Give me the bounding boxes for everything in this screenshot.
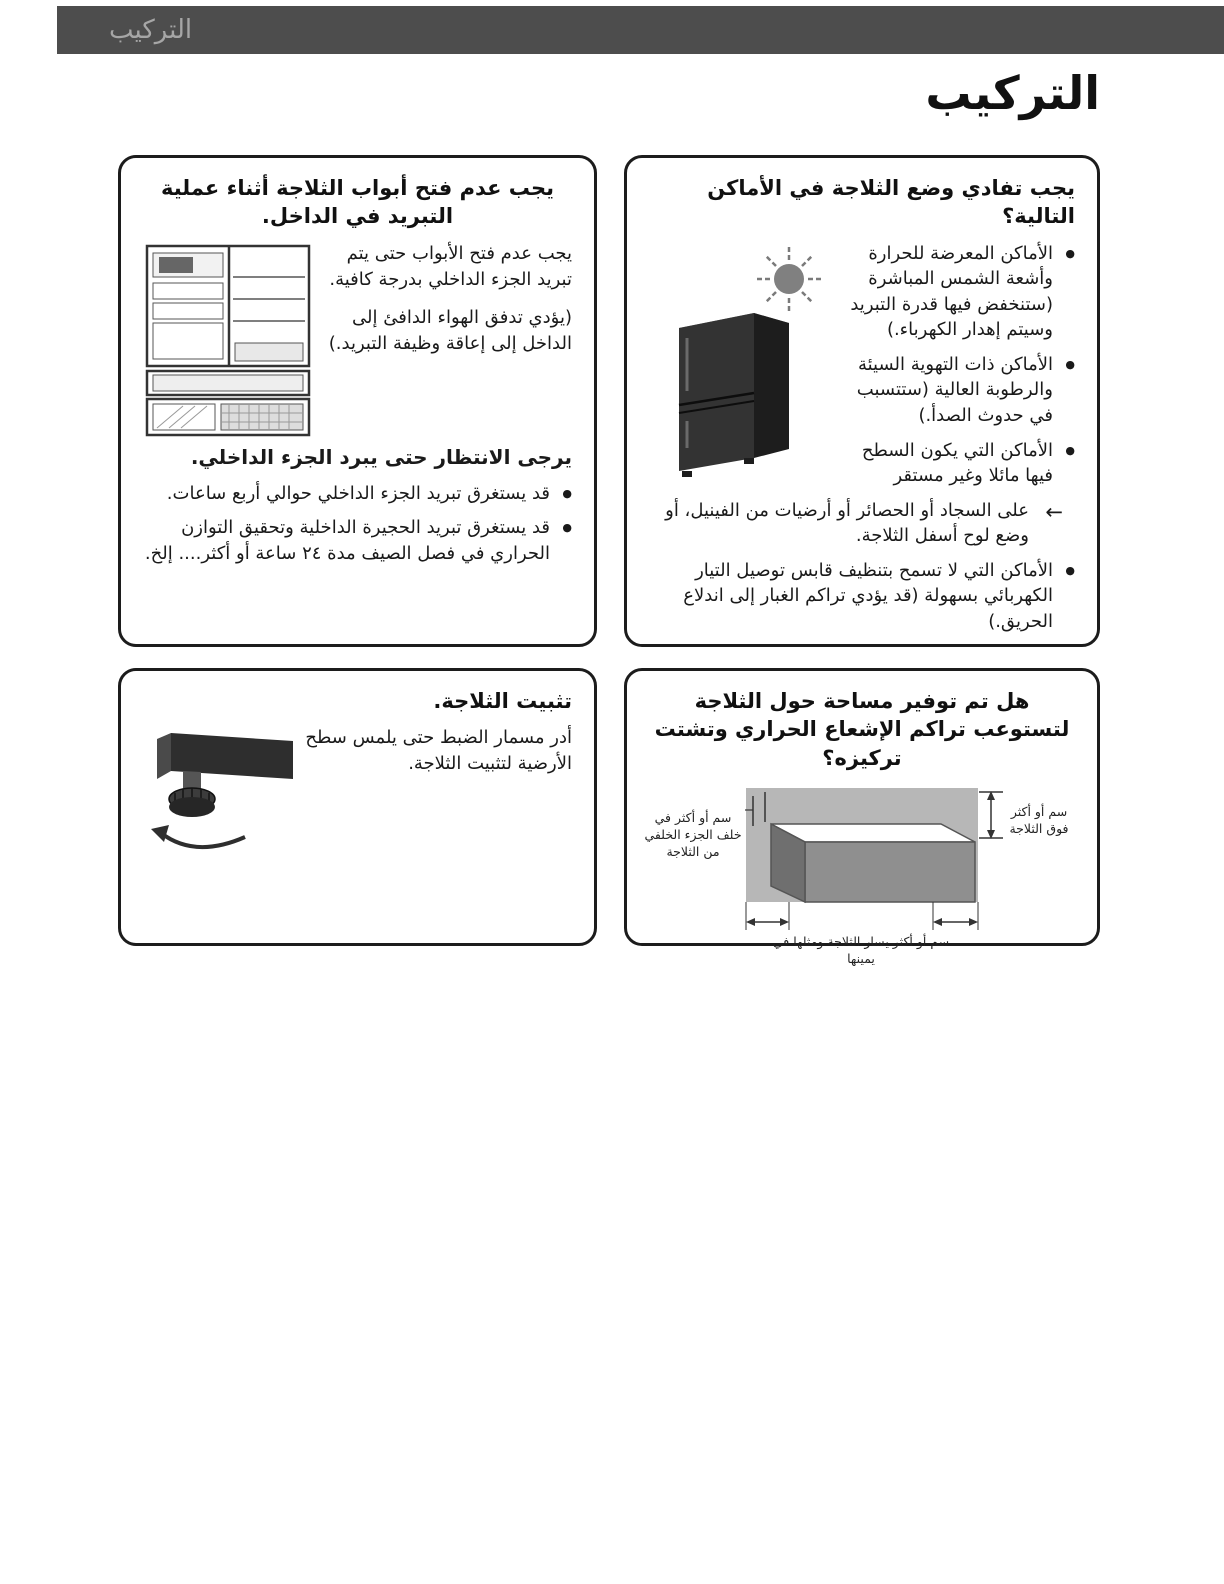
box-body — [143, 725, 572, 777]
box-body — [649, 241, 1075, 635]
page-title: التركيب — [925, 66, 1100, 120]
header-section-label: التركيب — [109, 15, 193, 45]
paragraph: يجب عدم فتح الأبواب حتى يتم تبريد الجزء الداخلي بدرجة كافية. — [329, 242, 572, 290]
list-item — [143, 481, 572, 507]
label-back-clearance: سم أو أكثر في خلف الجزء الخلفي من الثلاجة — [644, 810, 742, 859]
list-item — [649, 558, 1075, 635]
box-title: تثبيت الثلاجة. — [433, 689, 572, 713]
section-no-open-doors — [118, 155, 597, 647]
page-header-band — [57, 6, 1224, 54]
leveling-foot-illustration — [143, 727, 295, 877]
list-item — [649, 241, 1075, 343]
label-top-clearance: سم أو أكثر فوق الثلاجة — [1009, 804, 1069, 836]
arrow-note — [649, 498, 1075, 549]
bullet-text: قد يستغرق تبريد الجزء الداخلي حوالي أربع ساعات. — [166, 482, 550, 504]
box-subtitle: يرجى الانتظار حتى يبرد الجزء الداخلي. — [190, 444, 572, 469]
section-fixing-fridge — [118, 668, 597, 946]
box-title: هل تم توفير مساحة حول الثلاجة لتستوعب تراكم الإشعاع الحراري وتشتت تركيزه؟ — [654, 689, 1070, 770]
label-side-clearance: سم أو أكثر يسار الثلاجة ومثلها في يمينها — [772, 934, 950, 966]
section-clearance-space — [624, 668, 1100, 966]
bullet-text: قد يستغرق تبريد الحجيرة الداخلية وتحقيق التوازن الحراري في فصل الصيف مدة ٢٤ ساعة أو أكثر.... إلخ. — [144, 517, 550, 564]
fridge-interior-drawing — [143, 243, 315, 439]
fridge-interior-illustration — [143, 243, 315, 439]
paragraph: (يؤدي تدفق الهواء الدافئ إلى الداخل إلى إعاقة وظيفة التبريد.) — [328, 306, 572, 354]
paragraph: أدر مسمار الضبط حتى يلمس سطح الأرضية لتثبيت الثلاجة. — [305, 727, 572, 775]
list-item — [649, 352, 1075, 429]
clearance-diagram — [641, 782, 1075, 978]
bullet-text: الأماكن التي لا تسمح بتنظيف قابس توصيل التيار الكهربائي بسهولة (قد يؤدي تراكم الغبار إلى اندلاع الحريق.) — [683, 559, 1053, 632]
box-title: يجب عدم فتح أبواب الثلاجة أثناء عملية التبريد في الداخل. — [160, 176, 555, 229]
arrow-note-text: على السجاد أو الحصائر أو أرضيات من الفينيل، أو وضع لوح أسفل الثلاجة. — [665, 499, 1029, 547]
leveling-foot-drawing — [143, 727, 295, 877]
box-body — [143, 241, 572, 357]
list-item — [649, 438, 1075, 489]
bullet-text: الأماكن التي يكون السطح فيها مائلا وغير مستقر — [861, 439, 1053, 487]
list-item — [143, 515, 572, 566]
section-avoid-places — [624, 155, 1100, 647]
bullet-text: الأماكن ذات التهوية السيئة والرطوبة العالية (ستتسبب في حدوث الصدأ.) — [856, 353, 1053, 426]
bullet-text: الأماكن المعرضة للحرارة وأشعة الشمس المباشرة (ستنخفض فيها قدرة التبريد وسيتم إهدار الكهرباء.) — [850, 242, 1053, 341]
box-title: يجب تفادي وضع الثلاجة في الأماكن التالية؟ — [707, 176, 1075, 229]
